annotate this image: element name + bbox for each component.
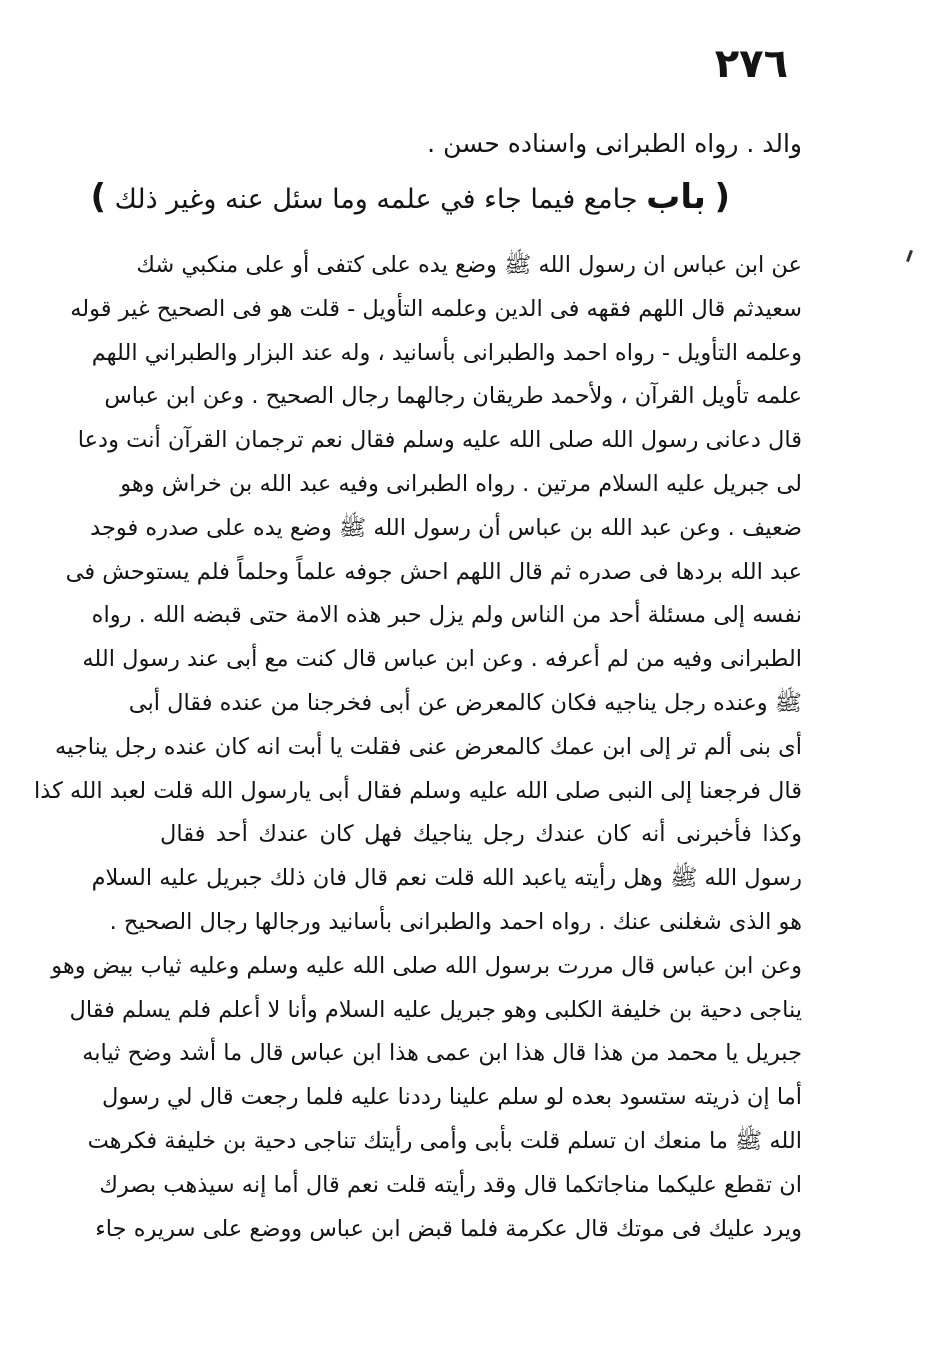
text-line: لى جبريل عليه السلام مرتين . رواه الطبرانى وفيه عبد الله بن خراش وهو <box>120 470 802 497</box>
text-line: هو الذى شغلنى عنك . رواه احمد والطبرانى بأسانيد ورجالها رجال الصحيح . <box>109 908 802 935</box>
text-line: يناجى دحية بن خليفة الكلبى وهو جبريل عليه السلام وأنا لا أعلم فلم يسلم فقال <box>69 996 802 1023</box>
text-line: الطبرانى وفيه من لم أعرفه . وعن ابن عباس قال كنت مع أبى عند رسول الله <box>82 646 802 673</box>
text-line: وعن ابن عباس قال مررت برسول الله صلى الله عليه وسلم وعليه ثياب بيض وهو <box>51 952 802 979</box>
text-line: عن ابن عباس ان رسول الله ﷺ وضع يده على كتفى أو على منكبي شك <box>136 252 802 278</box>
text-line: قال فرجعنا إلى النبى صلى الله عليه وسلم فقال أبى يارسول الله قلت لعبد الله كذا <box>34 777 802 804</box>
text-line: الله ﷺ ما منعك ان تسلم قلت بأبى وأمى رأيتك تناجى دحية بن خليفة فكرهت <box>87 1127 802 1154</box>
text-line: ان تقطع عليكما مناجاتكما قال وقد رأيته قلت نعم قال أما إنه سيذهب بصرك <box>99 1171 802 1198</box>
body-text <box>34 244 802 1251</box>
margin-mark <box>906 250 913 262</box>
text-line: جبريل يا محمد من هذا قال هذا ابن عمى هذا ابن عباس قال ما أشد وضح ثيابه <box>82 1040 802 1067</box>
text-line: سعيدثم قال اللهم فقهه فى الدين وعلمه التأويل - قلت هو فى الصحيح غير قوله <box>70 295 802 322</box>
text-line: علمه تأويل القرآن ، ولأحمد طريقان رجالهما رجال الصحيح . وعن ابن عباس <box>104 383 802 410</box>
chapter-open-paren: ( <box>714 177 730 217</box>
text-line: نفسه إلى مسئلة أحد من الناس ولم يزل حبر هذه الامة حتى قبضه الله . رواه <box>91 602 802 629</box>
page-number: ٢٧٦ <box>714 41 788 87</box>
chapter-title: جامع فيما جاء في علمه وما سئل عنه وغير ذلك <box>114 184 638 215</box>
intro-line: والد . رواه الطبرانى واسناده حسن . <box>427 129 802 158</box>
text-line: ويرد عليك فى موتك قال عكرمة فلما قبض ابن عباس ووضع على سريره جاء <box>95 1215 802 1242</box>
chapter-bab-label: باب <box>646 177 706 217</box>
text-line: رسول الله ﷺ وهل رأيته ياعبد الله قلت نعم قال فان ذلك جبريل عليه السلام <box>91 865 802 892</box>
text-line: أى بنى ألم تر إلى ابن عمك كالمعرض عنى فقلت يا أبت انه كان عنده رجل يناجيه <box>55 733 802 760</box>
text-line: عبد الله بردها فى صدره ثم قال اللهم احش جوفه علماً وحلماً فلم يستوحش فى <box>65 558 802 585</box>
chapter-heading <box>90 174 730 222</box>
text-line: ضعيف . وعن عبد الله بن عباس أن رسول الله ﷺ وضع يده على صدره فوجد <box>90 514 802 541</box>
chapter-close-paren: ) <box>90 177 107 217</box>
text-line: وكذا فأخبرنى أنه كان عندك رجل يناجيك فهل كان عندك أحد فقال <box>160 821 802 848</box>
text-line: أما إن ذريته ستسود بعده لو سلم علينا رددنا عليه فلما رجعت قال لي رسول <box>102 1084 802 1111</box>
text-line: وعلمه التأويل - رواه احمد والطبرانى بأسانيد ، وله عند البزار والطبراني اللهم <box>91 339 802 366</box>
text-line: قال دعانى رسول الله صلى الله عليه وسلم فقال نعم ترجمان القرآن أنت ودعا <box>77 427 802 454</box>
text-line: ﷺ وعنده رجل يناجيه فكان كالمعرض عن أبى فخرجنا من عنده فقال أبى <box>128 689 802 716</box>
